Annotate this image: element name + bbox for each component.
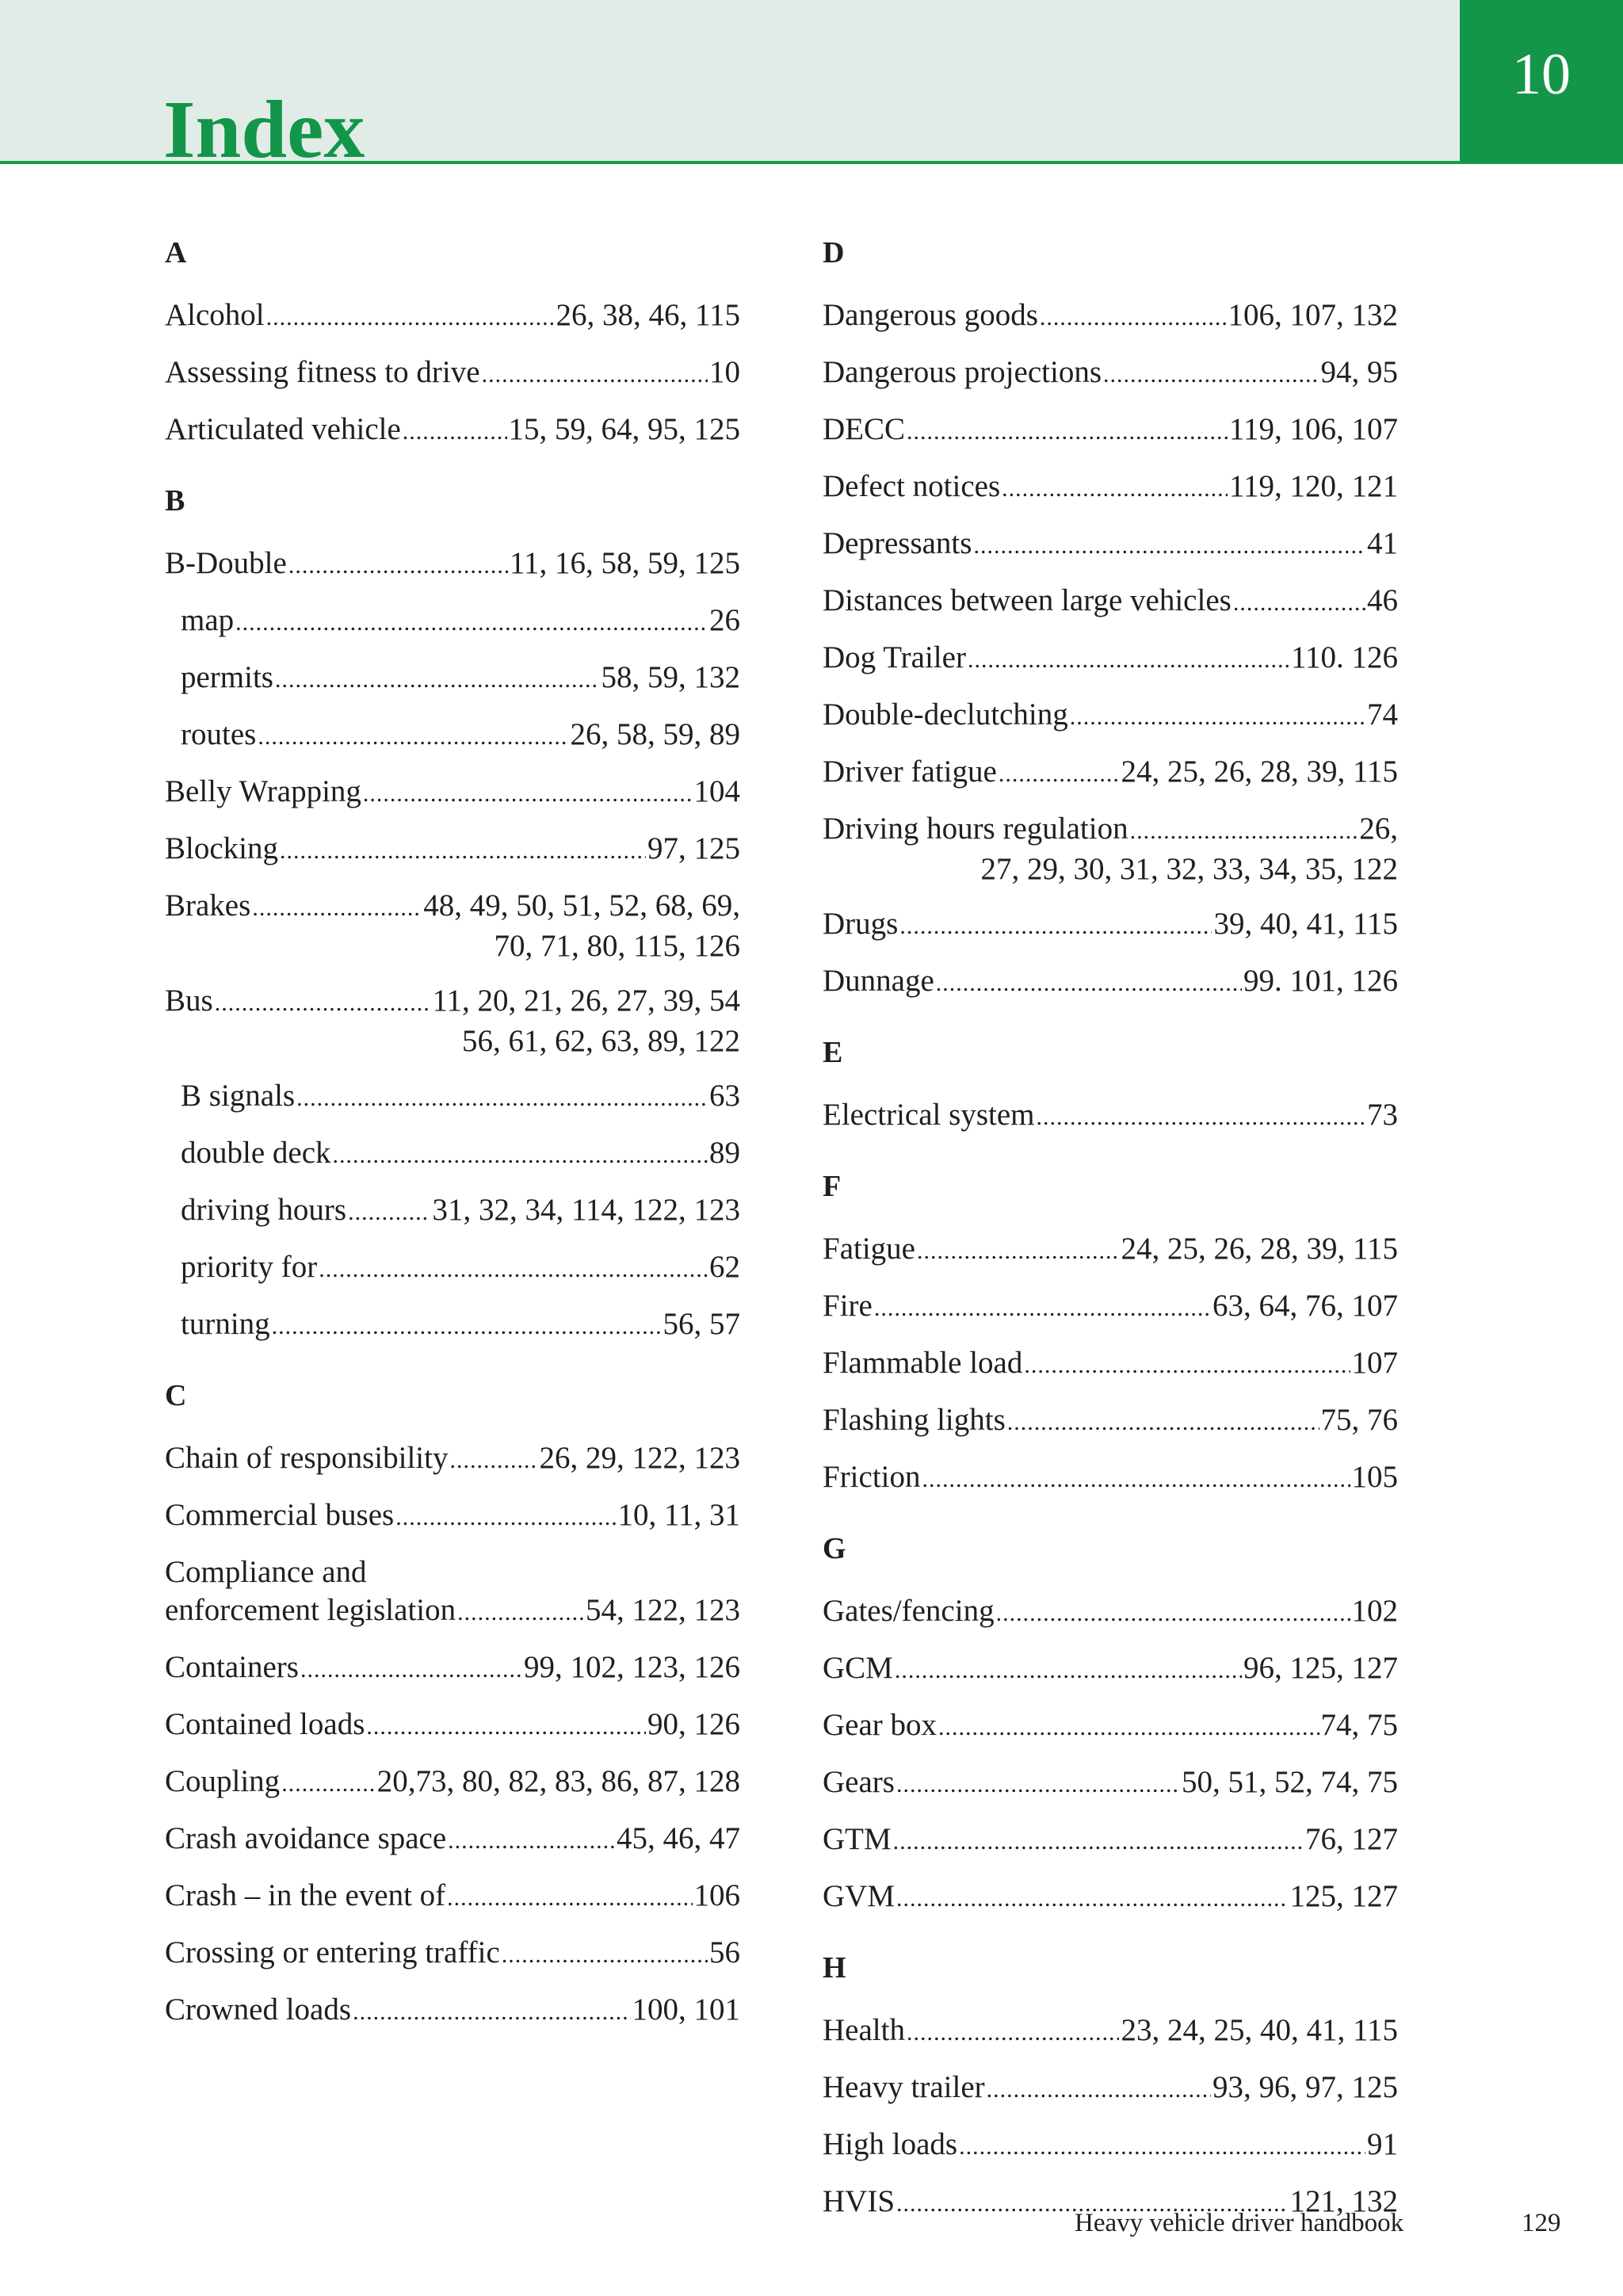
index-entry xyxy=(165,544,740,585)
index-entry xyxy=(823,582,1398,622)
entry-line xyxy=(165,830,740,870)
entry-pages: 110. 126 xyxy=(1290,640,1398,674)
entry-line xyxy=(181,659,740,699)
dot-leader xyxy=(874,1289,1211,1328)
entry-line xyxy=(165,1439,740,1480)
index-entry xyxy=(823,1458,1398,1499)
entry-pages: 10 xyxy=(709,355,740,389)
entry-pages: 31, 32, 34, 114, 122, 123 xyxy=(432,1193,740,1227)
dot-leader xyxy=(280,832,646,870)
entry-line xyxy=(165,887,740,927)
entry-term: Containers xyxy=(165,1650,299,1684)
entry-line xyxy=(823,1287,1398,1328)
dot-leader xyxy=(895,1652,1242,1690)
dot-leader xyxy=(1040,299,1227,337)
index-entry xyxy=(823,639,1398,679)
entry-line xyxy=(823,1096,1398,1137)
entry-line xyxy=(165,411,740,451)
entry-term: Bus xyxy=(165,984,213,1018)
entry-pages: 96, 125, 127 xyxy=(1243,1651,1398,1685)
dot-leader xyxy=(896,1766,1180,1804)
entry-term: Gears xyxy=(823,1765,895,1799)
index-subentry xyxy=(165,602,740,642)
entry-pages: 99. 101, 126 xyxy=(1243,964,1398,998)
dot-leader xyxy=(1002,470,1228,508)
index-entry xyxy=(823,1096,1398,1137)
section-letter: G xyxy=(823,1532,846,1565)
dot-leader xyxy=(403,413,507,451)
entry-line xyxy=(165,353,740,394)
index-entry xyxy=(165,1877,740,1917)
entry-pages: 91 xyxy=(1367,2127,1398,2161)
dot-leader xyxy=(366,1708,646,1746)
section-letter: A xyxy=(165,236,187,269)
index-entry xyxy=(823,2069,1398,2109)
dot-leader xyxy=(448,1822,615,1860)
dot-leader xyxy=(907,413,1228,451)
entry-term: Fatigue xyxy=(823,1232,915,1266)
entry-line xyxy=(165,1648,740,1689)
entry-line xyxy=(823,753,1398,793)
entry-term: Gates/fencing xyxy=(823,1594,995,1628)
index-entry xyxy=(165,830,740,870)
dot-leader xyxy=(917,1232,1119,1270)
entry-line xyxy=(181,1134,740,1175)
index-subentry xyxy=(165,659,740,699)
index-entry xyxy=(165,887,740,965)
index-entry xyxy=(823,1230,1398,1270)
entry-pages: 100, 101 xyxy=(632,1992,740,2027)
entry-term: B signals xyxy=(181,1079,296,1113)
index-entry xyxy=(823,1287,1398,1328)
entry-line xyxy=(165,1820,740,1860)
entry-pages: 26, 58, 59, 89 xyxy=(570,717,740,751)
index-entry xyxy=(823,962,1398,1003)
index-entry xyxy=(823,411,1398,451)
entry-term: permits xyxy=(181,660,273,694)
index-entry xyxy=(823,1878,1398,1918)
entry-pages: 58, 59, 132 xyxy=(601,660,740,694)
index-entry xyxy=(165,296,740,337)
entry-term: enforcement legislation xyxy=(165,1593,456,1627)
dot-leader xyxy=(333,1137,708,1175)
entry-pages: 74, 75 xyxy=(1320,1708,1398,1742)
entry-line xyxy=(165,982,740,1022)
entry-term: Heavy trailer xyxy=(823,2070,985,2104)
entry-term: GVM xyxy=(823,1879,896,1913)
index-entry xyxy=(165,1553,740,1632)
index-entry xyxy=(165,1991,740,2031)
section-letter: C xyxy=(165,1379,187,1412)
entry-line xyxy=(165,544,740,585)
index-entry xyxy=(165,353,740,394)
dot-leader xyxy=(996,1595,1350,1633)
index-entry xyxy=(823,1763,1398,1804)
dot-leader xyxy=(502,1936,708,1974)
index-entry xyxy=(165,1763,740,1803)
section-letter: D xyxy=(823,236,845,269)
section-letter: B xyxy=(165,484,185,518)
entry-line xyxy=(165,1496,740,1537)
dot-leader xyxy=(1007,1404,1319,1442)
entry-pages: 102 xyxy=(1351,1594,1398,1628)
entry-term: GCM xyxy=(823,1651,893,1685)
entry-term: driving hours xyxy=(181,1193,347,1227)
index-entry xyxy=(823,353,1398,394)
entry-line xyxy=(165,1991,740,2031)
dot-leader xyxy=(348,1194,430,1232)
entry-line xyxy=(165,1706,740,1746)
index-subentry xyxy=(165,1248,740,1289)
entry-pages: 93, 96, 97, 125 xyxy=(1212,2070,1398,2104)
entry-term: Commercial buses xyxy=(165,1498,395,1532)
index-entry xyxy=(165,411,740,451)
entry-term: Drugs xyxy=(823,907,899,941)
index-entry xyxy=(165,1820,740,1860)
entry-pages: 11, 20, 21, 26, 27, 39, 54 xyxy=(432,984,740,1018)
entry-pages: 11, 16, 58, 59, 125 xyxy=(509,546,740,580)
index-entry xyxy=(165,773,740,813)
entry-pages: 121, 132 xyxy=(1289,2184,1398,2218)
entry-line xyxy=(823,2126,1398,2166)
index-entry xyxy=(165,1706,740,1746)
index-subentry xyxy=(165,1191,740,1232)
index-subentry xyxy=(165,1305,740,1346)
dot-leader xyxy=(1233,584,1365,622)
entry-pages: 41 xyxy=(1367,526,1398,560)
entry-pages: 63 xyxy=(709,1079,740,1113)
entry-pages: 20,73, 80, 82, 83, 86, 87, 128 xyxy=(376,1764,740,1798)
dot-leader xyxy=(258,718,568,756)
index-entry xyxy=(823,1820,1398,1861)
entry-term: Health xyxy=(823,2013,905,2047)
entry-term: B-Double xyxy=(165,546,287,580)
entry-term: Defect notices xyxy=(823,469,1001,503)
entry-term-first-line: Compliance and xyxy=(165,1555,367,1589)
dot-leader xyxy=(1024,1347,1350,1385)
entry-line xyxy=(181,1077,740,1117)
index-entry xyxy=(823,753,1398,793)
footer-page-number: 129 xyxy=(1522,2209,1561,2237)
entry-line xyxy=(823,525,1398,565)
index-subentry xyxy=(165,1077,740,1117)
entry-line xyxy=(823,1878,1398,1918)
entry-pages: 104 xyxy=(693,774,740,808)
entry-term: Flammable load xyxy=(823,1346,1023,1380)
entry-term: Dog Trailer xyxy=(823,640,966,674)
dot-leader xyxy=(395,1499,616,1537)
entry-term: Articulated vehicle xyxy=(165,412,401,446)
dot-leader xyxy=(907,2014,1119,2052)
entry-line xyxy=(165,1877,740,1917)
entry-term: Distances between large vehicles xyxy=(823,583,1232,617)
entry-term: Assessing fitness to drive xyxy=(165,355,480,389)
entry-pages: 119, 106, 107 xyxy=(1228,412,1398,446)
entry-term: Fire xyxy=(823,1289,873,1323)
entry-pages: 106, 107, 132 xyxy=(1228,298,1398,332)
dot-leader xyxy=(457,1594,584,1632)
dot-leader xyxy=(959,2128,1365,2166)
entry-pages: 56 xyxy=(709,1935,740,1969)
entry-pages: 119, 120, 121 xyxy=(1228,469,1398,503)
entry-pages: 26 xyxy=(709,603,740,637)
entry-pages: 56, 57 xyxy=(663,1307,740,1341)
index-entry xyxy=(823,296,1398,337)
dot-leader xyxy=(893,1823,1304,1861)
entry-line xyxy=(823,1649,1398,1690)
entry-line xyxy=(181,602,740,642)
index-entry xyxy=(823,1401,1398,1442)
entry-pages: 106 xyxy=(693,1878,740,1912)
dot-leader xyxy=(1036,1098,1365,1137)
entry-line xyxy=(823,1820,1398,1861)
entry-term: Depressants xyxy=(823,526,972,560)
dot-leader xyxy=(1130,812,1358,850)
section-letter: H xyxy=(823,1951,846,1985)
entry-term: DECC xyxy=(823,412,906,446)
entry-pages: 74 xyxy=(1367,697,1398,732)
entry-line xyxy=(823,1592,1398,1633)
entry-line xyxy=(823,810,1398,850)
entry-pages: 26, xyxy=(1359,812,1398,846)
section-letter: E xyxy=(823,1036,843,1069)
entry-pages: 15, 59, 64, 95, 125 xyxy=(508,412,740,446)
index-entry xyxy=(823,2011,1398,2052)
entry-term: Crossing or entering traffic xyxy=(165,1935,500,1969)
dot-leader xyxy=(973,527,1365,565)
entry-line xyxy=(181,1248,740,1289)
entry-line xyxy=(823,1401,1398,1442)
entry-term: Crash avoidance space xyxy=(165,1821,447,1855)
entry-line xyxy=(823,353,1398,394)
entry-term: Dunnage xyxy=(823,964,934,998)
dot-leader xyxy=(281,1765,376,1803)
dot-leader xyxy=(296,1079,708,1117)
entry-pages: 45, 46, 47 xyxy=(617,1821,740,1855)
entry-pages: 90, 126 xyxy=(647,1707,740,1741)
dot-leader xyxy=(922,1461,1350,1499)
entry-pages: 107 xyxy=(1351,1346,1398,1380)
entry-pages: 26, 29, 122, 123 xyxy=(539,1441,740,1475)
entry-term: priority for xyxy=(181,1250,318,1284)
entry-term: Dangerous goods xyxy=(823,298,1038,332)
entry-term: Alcohol xyxy=(165,298,265,332)
dot-leader xyxy=(938,1709,1319,1747)
entry-line xyxy=(823,905,1398,946)
entry-line xyxy=(823,696,1398,736)
entry-pages: 24, 25, 26, 28, 39, 115 xyxy=(1121,1232,1398,1266)
entry-line xyxy=(823,296,1398,337)
entry-term: Crash – in the event of xyxy=(165,1878,446,1912)
index-entry xyxy=(165,1496,740,1537)
dot-leader xyxy=(300,1651,522,1689)
chapter-number-badge: 10 xyxy=(1460,0,1623,162)
entry-term: routes xyxy=(181,717,257,751)
entry-pages: 39, 40, 41, 115 xyxy=(1213,907,1398,941)
entry-term: turning xyxy=(181,1307,270,1341)
entry-term: Friction xyxy=(823,1460,921,1494)
entry-line xyxy=(181,1305,740,1346)
index-subentry xyxy=(165,1134,740,1175)
index-entry xyxy=(823,810,1398,888)
entry-pages: 105 xyxy=(1351,1460,1398,1494)
dot-leader xyxy=(235,604,708,642)
index-entry xyxy=(823,905,1398,946)
entry-line xyxy=(181,716,740,756)
entry-term: Crowned loads xyxy=(165,1992,352,2027)
dot-leader xyxy=(449,1442,537,1480)
entry-term: map xyxy=(181,603,235,637)
entry-line xyxy=(823,639,1398,679)
index-entry xyxy=(823,1592,1398,1633)
index-entry xyxy=(823,1344,1398,1385)
entry-term: Belly Wrapping xyxy=(165,774,361,808)
index-entry xyxy=(165,1439,740,1480)
entry-line xyxy=(823,1458,1398,1499)
entry-term: Coupling xyxy=(165,1764,281,1798)
entry-line xyxy=(165,773,740,813)
entry-pages: 24, 25, 26, 28, 39, 115 xyxy=(1121,755,1398,789)
entry-pages: 76, 127 xyxy=(1305,1822,1398,1856)
entry-term: Driving hours regulation xyxy=(823,812,1128,846)
entry-line xyxy=(823,2069,1398,2109)
entry-pages: 125, 127 xyxy=(1289,1879,1398,1913)
index-column-left xyxy=(165,233,740,2048)
entry-pages: 97, 125 xyxy=(647,831,740,865)
dot-leader xyxy=(1070,698,1365,736)
index-entry xyxy=(165,1934,740,1974)
entry-term: Flashing lights xyxy=(823,1403,1006,1437)
entry-term: double deck xyxy=(181,1136,331,1170)
entry-term: Electrical system xyxy=(823,1098,1035,1132)
entry-pages: 99, 102, 123, 126 xyxy=(524,1650,740,1684)
entry-pages: 89 xyxy=(709,1136,740,1170)
dot-leader xyxy=(275,661,600,699)
entry-term: GTM xyxy=(823,1822,892,1856)
entry-pages: 23, 24, 25, 40, 41, 115 xyxy=(1121,2013,1398,2047)
entry-pages: 10, 11, 31 xyxy=(617,1498,740,1532)
entry-term: High loads xyxy=(823,2127,958,2161)
index-column-right xyxy=(823,233,1398,2240)
entry-line xyxy=(165,1763,740,1803)
dot-leader xyxy=(968,641,1289,679)
dot-leader xyxy=(266,299,555,337)
entry-line xyxy=(823,962,1398,1003)
index-entry xyxy=(823,696,1398,736)
entry-pages: 50, 51, 52, 74, 75 xyxy=(1182,1765,1398,1799)
entry-line xyxy=(165,1934,740,1974)
dot-leader xyxy=(999,755,1120,793)
entry-line xyxy=(823,2011,1398,2052)
dot-leader xyxy=(353,1993,630,2031)
entry-line xyxy=(165,296,740,337)
dot-leader xyxy=(1103,356,1319,394)
dot-leader xyxy=(936,965,1242,1003)
index-entry xyxy=(823,1649,1398,1690)
entry-line xyxy=(165,1591,740,1632)
dot-leader xyxy=(252,889,422,927)
entry-line xyxy=(823,1344,1398,1385)
index-entry xyxy=(165,982,740,1060)
entry-line xyxy=(823,582,1398,622)
entry-line xyxy=(823,468,1398,508)
entry-term: Blocking xyxy=(165,831,278,865)
dot-leader xyxy=(987,2071,1211,2109)
entry-pages: 46 xyxy=(1367,583,1398,617)
entry-term: Contained loads xyxy=(165,1707,365,1741)
page-title: Index xyxy=(163,84,365,175)
entry-pages-continued: 27, 29, 30, 31, 32, 33, 34, 35, 122 xyxy=(980,852,1398,886)
entry-pages: 94, 95 xyxy=(1320,355,1398,389)
entry-pages: 63, 64, 76, 107 xyxy=(1212,1289,1398,1323)
dot-leader xyxy=(896,1880,1288,1918)
entry-term: HVIS xyxy=(823,2184,896,2218)
dot-leader xyxy=(482,356,708,394)
entry-line xyxy=(181,1191,740,1232)
index-entry xyxy=(165,1648,740,1689)
footer-book-title: Heavy vehicle driver handbook xyxy=(1075,2209,1404,2237)
entry-term: Chain of responsibility xyxy=(165,1441,449,1475)
index-entry xyxy=(823,2126,1398,2166)
entry-line xyxy=(823,411,1398,451)
entry-term: Driver fatigue xyxy=(823,755,997,789)
entry-pages-continued: 70, 71, 80, 115, 126 xyxy=(494,929,740,963)
entry-line xyxy=(823,1763,1398,1804)
index-entry xyxy=(823,1706,1398,1747)
section-letter: F xyxy=(823,1170,842,1203)
dot-leader xyxy=(272,1308,662,1346)
index-entry xyxy=(823,468,1398,508)
entry-line xyxy=(823,1706,1398,1747)
dot-leader xyxy=(215,984,431,1022)
entry-pages: 73 xyxy=(1367,1098,1398,1132)
index-subentry xyxy=(165,716,740,756)
dot-leader xyxy=(899,907,1212,946)
dot-leader xyxy=(319,1251,708,1289)
entry-pages: 75, 76 xyxy=(1320,1403,1398,1437)
entry-term: Gear box xyxy=(823,1708,938,1742)
entry-line xyxy=(823,1230,1398,1270)
entry-term: Double-declutching xyxy=(823,697,1068,732)
entry-pages: 26, 38, 46, 115 xyxy=(556,298,740,332)
entry-pages: 62 xyxy=(709,1250,740,1284)
entry-pages: 54, 122, 123 xyxy=(586,1593,740,1627)
dot-leader xyxy=(447,1879,692,1917)
dot-leader xyxy=(288,547,508,585)
entry-term: Dangerous projections xyxy=(823,355,1102,389)
entry-pages-continued: 56, 61, 62, 63, 89, 122 xyxy=(462,1024,740,1058)
entry-pages: 48, 49, 50, 51, 52, 68, 69, xyxy=(423,888,740,923)
dot-leader xyxy=(363,775,693,813)
index-entry xyxy=(823,525,1398,565)
entry-term: Brakes xyxy=(165,888,251,923)
